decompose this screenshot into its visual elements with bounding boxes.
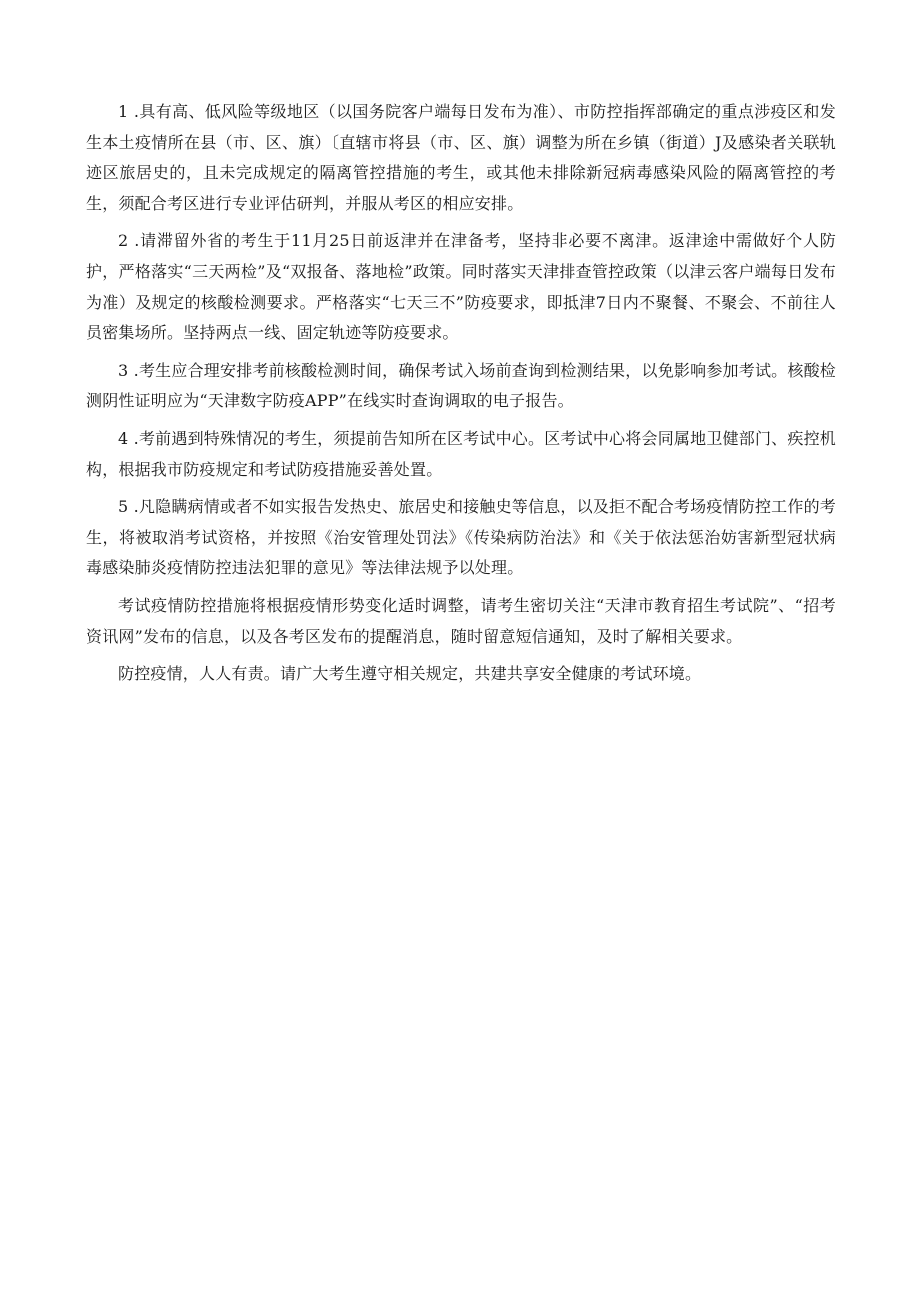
document-body [86,97,836,697]
paragraph-closing-appeal: 防控疫情，人人有责。请广大考生遵守相关规定，共建共享安全健康的考试环境。 [118,664,702,684]
paragraph-item-1: 1 .具有高、低风险等级地区（以国务院客户端每日发布为准）、市防控指挥部确定的重点涉疫区和发生本土疫情所在县（市、区、旗）〔直辖市将县（市、区、旗）调整为所在乡镇（街道）J及感染者关联轨迹区旅居史的，且未完成规定的隔离管控措施的考生，或其他未排除新冠病毒感染风险的隔离管控的考生，须配合考区进行专业评估研判，并服从考区的相应安排。 [86,102,836,213]
paragraph-item-2: 2 .请滞留外省的考生于11月25日前返津并在津备考，坚持非必要不离津。返津途中需做好个人防护，严格落实“三天两检”及“双报备、落地检”政策。同时落实天津排查管控政策（以津云客户端每日发布为准）及规定的核酸检测要求。严格落实“七天三不”防疫要求，即抵津7日内不聚餐、不聚会、不前往人员密集场所。坚持两点一线、固定轨迹等防疫要求。 [86,231,836,343]
paragraph-item-3: 3 .考生应合理安排考前核酸检测时间，确保考试入场前查询到检测结果，以免影响参加考试。核酸检测阴性证明应为“天津数字防疫APP”在线实时查询调取的电子报告。 [86,360,836,411]
paragraph-closing-notice: 考试疫情防控措施将根据疫情形势变化适时调整，请考生密切关注“天津市教育招生考试院”、“招考资讯网”发布的信息，以及各考区发布的提醒消息，随时留意短信通知，及时了解相关要求。 [86,595,836,646]
paragraph-item-5: 5 .凡隐瞒病情或者不如实报告发热史、旅居史和接触史等信息，以及拒不配合考场疫情防控工作的考生，将被取消考试资格，并按照《治安管理处罚法》《传染病防治法》和《关于依法惩治妨害新型冠状病毒感染肺炎疫情防控违法犯罪的意见》等法律法规予以处理。 [86,497,836,578]
paragraph-item-4: 4 .考前遇到特殊情况的考生，须提前告知所在区考试中心。区考试中心将会同属地卫健部门、疾控机构，根据我市防疫规定和考试防疫措施妥善处置。 [86,428,836,479]
